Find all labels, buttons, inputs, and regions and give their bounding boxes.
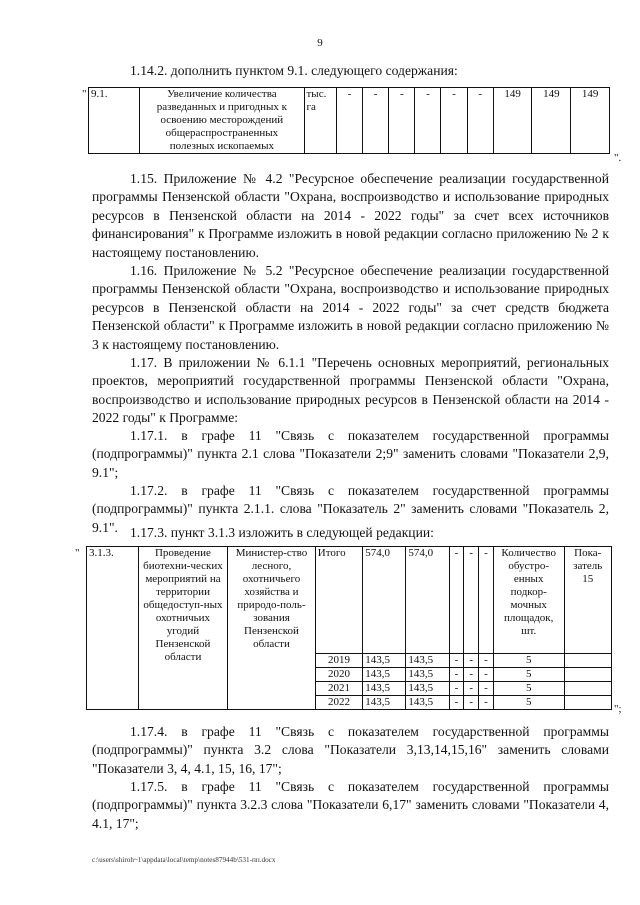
table-cell: 3.1.3. (87, 547, 139, 710)
table-cell: 143,5 (406, 668, 449, 682)
table-cell: 143,5 (406, 696, 449, 710)
quote-open-2: " (75, 547, 80, 559)
table-cell: 149 (532, 88, 571, 154)
table-cell: 143,5 (406, 654, 449, 668)
table-cell (564, 668, 612, 682)
table-cell: - (479, 696, 494, 710)
page-number: 9 (317, 37, 323, 49)
paragraph-1-17-4: 1.17.4. в графе 11 "Связь с показателем государственной программы (подпрограммы)" пункта 3.2 слова "Показатели 3,13,14,15,16" заменить словами "Показатели 3, 4, 4.1, 15, 16, 17"; (92, 724, 609, 776)
table-cell: - (464, 696, 479, 710)
table-cell: 143,5 (363, 668, 406, 682)
paragraph-1-17-2: 1.17.2. в графе 11 "Связь с показателем государственной программы (подпрограммы)" пункта 2.1.1. слова "Показатель 2" заменить словами "Показатель 2, 9.1". (92, 483, 609, 535)
table-cell: 149 (493, 88, 532, 154)
table-cell: 2019 (315, 654, 362, 668)
table-cell: 5 (493, 668, 564, 682)
table-row (87, 547, 612, 654)
table-cell: 143,5 (363, 696, 406, 710)
footer-file-path: c:\users\shiroh~1\appdata\local\temp\notes87944b\531-пп.docx (92, 856, 276, 864)
table-cell (564, 682, 612, 696)
paragraph-1-14-2: 1.14.2. дополнить пунктом 9.1. следующего содержания: (130, 63, 458, 78)
paragraph-1-15: 1.15. Приложение № 4.2 "Ресурсное обеспечение реализации государственной программы Пензенской области "Охрана, воспроизводство и использование природных ресурсов в Пензенской области на 2014 - 2022 годы" за счет всех источников финансирования" к Программе изложить в новой редакции согласно приложению № 2 к настоящему постановлению. (92, 171, 609, 260)
table-cell: - (363, 88, 389, 154)
paragraph-1-16: 1.16. Приложение № 5.2 "Ресурсное обеспечение реализации государственной программы Пензенской области "Охрана, воспроизводство и использование природных ресурсов в Пензенской области на 2014 - 2022 годы" за счет средств бюджета Пензенской области" к Программе изложить в новой редакции согласно приложению № 3 к настоящему постановлению. (92, 263, 609, 352)
table-cell: 2022 (315, 696, 362, 710)
table-cell: 5 (493, 682, 564, 696)
paragraph-1-17: 1.17. В приложении № 6.1.1 "Перечень основных мероприятий, региональных проектов, мероприятий государственной программы Пензенской области "Охрана, воспроизводство и использование природных ресурсов в Пензенской области на 2014 - 2022 годы" к Программе: (92, 355, 609, 426)
table-cell: - (415, 88, 441, 154)
table-cell: 143,5 (363, 654, 406, 668)
table-cell (564, 696, 612, 710)
table-row (89, 88, 610, 154)
table-cell: Итого (315, 547, 362, 654)
table-cell: - (336, 88, 362, 154)
table-cell: - (464, 547, 479, 654)
table-cell: Увеличение количества разведанных и пригодных к освоению месторождений общераспространенных полезных ископаемых (140, 88, 304, 154)
table-cell: Проведение биотехни-ческих мероприятий на территории общедоступ-ных охотничьих угодий Пензенской области (138, 547, 228, 710)
table-cell: Количество обустро-енных подкор-мочных площадок, шт. (493, 547, 564, 654)
table-indicator-9-1 (88, 87, 610, 154)
table-cell: 143,5 (363, 682, 406, 696)
table-cell: Министер-ство лесного, охотничьего хозяйства и природо-поль-зования Пензенской области (228, 547, 316, 710)
table-cell: - (479, 547, 494, 654)
table-cell: - (449, 682, 464, 696)
table-cell: - (464, 682, 479, 696)
table-cell: Пока-затель 15 (564, 547, 612, 654)
table-cell: - (464, 654, 479, 668)
table-cell: - (479, 668, 494, 682)
paragraph-1-17-1: 1.17.1. в графе 11 "Связь с показателем государственной программы (подпрограммы)" пункта 2.1 слова "Показатели 2;9" заменить словами "Показатели 2,9, 9.1"; (92, 428, 609, 480)
table-cell: - (449, 668, 464, 682)
table-cell: 143,5 (406, 682, 449, 696)
table-cell: 2021 (315, 682, 362, 696)
quote-close-2: "; (614, 703, 622, 715)
table-cell: тыс. га (304, 88, 336, 154)
quote-open-1: " (82, 88, 87, 100)
table-cell: - (389, 88, 415, 154)
paragraph-1-17-5: 1.17.5. в графе 11 "Связь с показателем государственной программы (подпрограммы)" пункта 3.2.3 слова "Показатели 6,17" заменить словами "Показатели 4, 4.1, 17"; (92, 779, 609, 831)
table-cell: - (479, 682, 494, 696)
table-cell: - (449, 696, 464, 710)
table-measure-3-1-3 (86, 546, 612, 710)
table-cell: 5 (493, 696, 564, 710)
table-cell: - (464, 668, 479, 682)
table-cell: 2020 (315, 668, 362, 682)
table-cell: 9.1. (89, 88, 140, 154)
table-cell: - (441, 88, 467, 154)
table-cell: 149 (571, 88, 610, 154)
table-cell: 574,0 (363, 547, 406, 654)
table-cell (564, 654, 612, 668)
table-cell: 5 (493, 654, 564, 668)
table-cell: - (449, 654, 464, 668)
table-cell: - (479, 654, 494, 668)
quote-close-1: ". (614, 152, 622, 164)
paragraph-1-17-3: 1.17.3. пункт 3.1.3 изложить в следующей редакции: (130, 525, 434, 540)
table-cell: 574,0 (406, 547, 449, 654)
table-cell: - (467, 88, 493, 154)
table-cell: - (449, 547, 464, 654)
